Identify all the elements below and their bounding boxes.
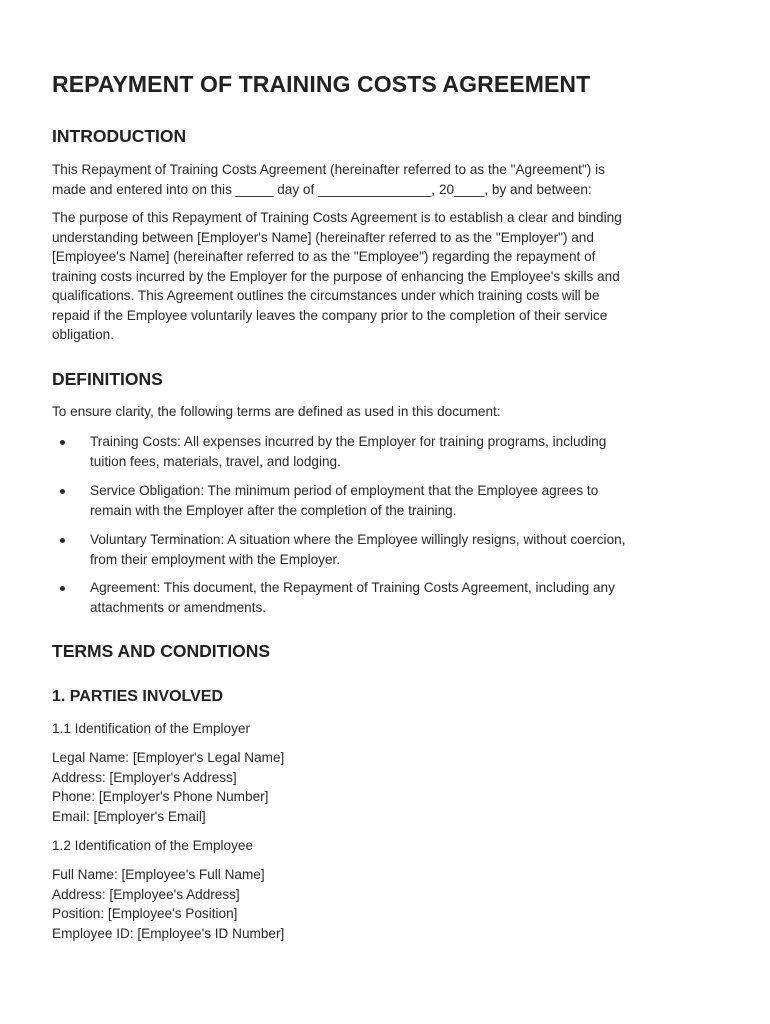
employer-fields: [52, 748, 284, 826]
text-line: Voluntary Termination: A situation where the Employee willingly resigns, without coercion,: [90, 532, 626, 547]
bullet-icon: [60, 538, 65, 543]
definitions-intro: [52, 402, 708, 422]
introduction-paragraph-1: [52, 160, 708, 199]
text-line: attachments or amendments.: [90, 599, 267, 615]
employer-phone: Phone: [Employer's Phone Number]: [52, 789, 269, 804]
parties-involved-heading: 1. PARTIES INVOLVED: [52, 688, 223, 705]
employee-fields: [52, 865, 284, 943]
definitions-heading: DEFINITIONS: [52, 369, 163, 389]
employee-id: Employee ID: [Employee's ID Number]: [52, 925, 285, 941]
text-line: To ensure clarity, the following terms are defined as used in this document:: [52, 404, 501, 419]
list-item-text: [90, 578, 710, 617]
document-title: REPAYMENT OF TRAINING COSTS AGREEMENT: [52, 71, 591, 97]
bullet-icon: [60, 489, 65, 494]
text-line: obligation.: [52, 327, 114, 342]
employee-address: Address: [Employee's Address]: [52, 886, 240, 902]
text-line: made and entered into on this _____ day of _______________, 20____, by and between:: [52, 181, 592, 197]
text-line: remain with the Employer after the completion of the training.: [90, 502, 457, 518]
text-line: Service Obligation: The minimum period of employment that the Employee agrees to: [90, 483, 599, 498]
list-item-text: [90, 481, 710, 520]
text-line: qualifications. This Agreement outlines the circumstances under which training costs will be: [52, 288, 600, 303]
text-line: training costs incurred by the Employer for the purpose of enhancing the Employee's skills and: [52, 268, 620, 284]
employer-email: Email: [Employer's Email]: [52, 808, 206, 824]
employer-legal-name: Legal Name: [Employer's Legal Name]: [52, 750, 285, 765]
text-line: understanding between [Employer's Name] (hereinafter referred to as the "Employer") and: [52, 229, 594, 245]
terms-heading: TERMS AND CONDITIONS: [52, 641, 271, 661]
text-line: tuition fees, materials, travel, and lodging.: [90, 453, 341, 469]
text-line: Agreement: This document, the Repayment of Training Costs Agreement, including any: [90, 580, 615, 595]
employee-identification-heading: [52, 836, 708, 856]
list-item-text: [90, 432, 710, 471]
list-item-text: [90, 530, 710, 569]
text-line: [Employee's Name] (hereinafter referred to as the "Employee") regarding the repayment of: [52, 249, 596, 264]
text-line: 1.2 Identification of the Employee: [52, 838, 254, 853]
text-line: from their employment with the Employer.: [90, 551, 341, 567]
bullet-icon: [60, 586, 65, 591]
text-line: This Repayment of Training Costs Agreement (hereinafter referred to as the "Agreement") is: [52, 162, 605, 177]
text-line: Training Costs: All expenses incurred by the Employer for training programs, including: [90, 434, 607, 449]
text-line: The purpose of this Repayment of Training Costs Agreement is to establish a clear and binding: [52, 210, 622, 225]
employee-full-name: Full Name: [Employee's Full Name]: [52, 867, 265, 882]
introduction-paragraph-2: [52, 208, 708, 345]
introduction-heading: INTRODUCTION: [52, 126, 187, 146]
employer-identification-heading: [52, 719, 708, 739]
text-line: 1.1 Identification of the Employer: [52, 721, 250, 736]
employer-address: Address: [Employer's Address]: [52, 769, 237, 785]
text-line: repaid if the Employee voluntarily leaves the company prior to the completion of their service: [52, 307, 608, 323]
bullet-icon: [60, 440, 65, 445]
employee-position: Position: [Employee's Position]: [52, 906, 238, 921]
